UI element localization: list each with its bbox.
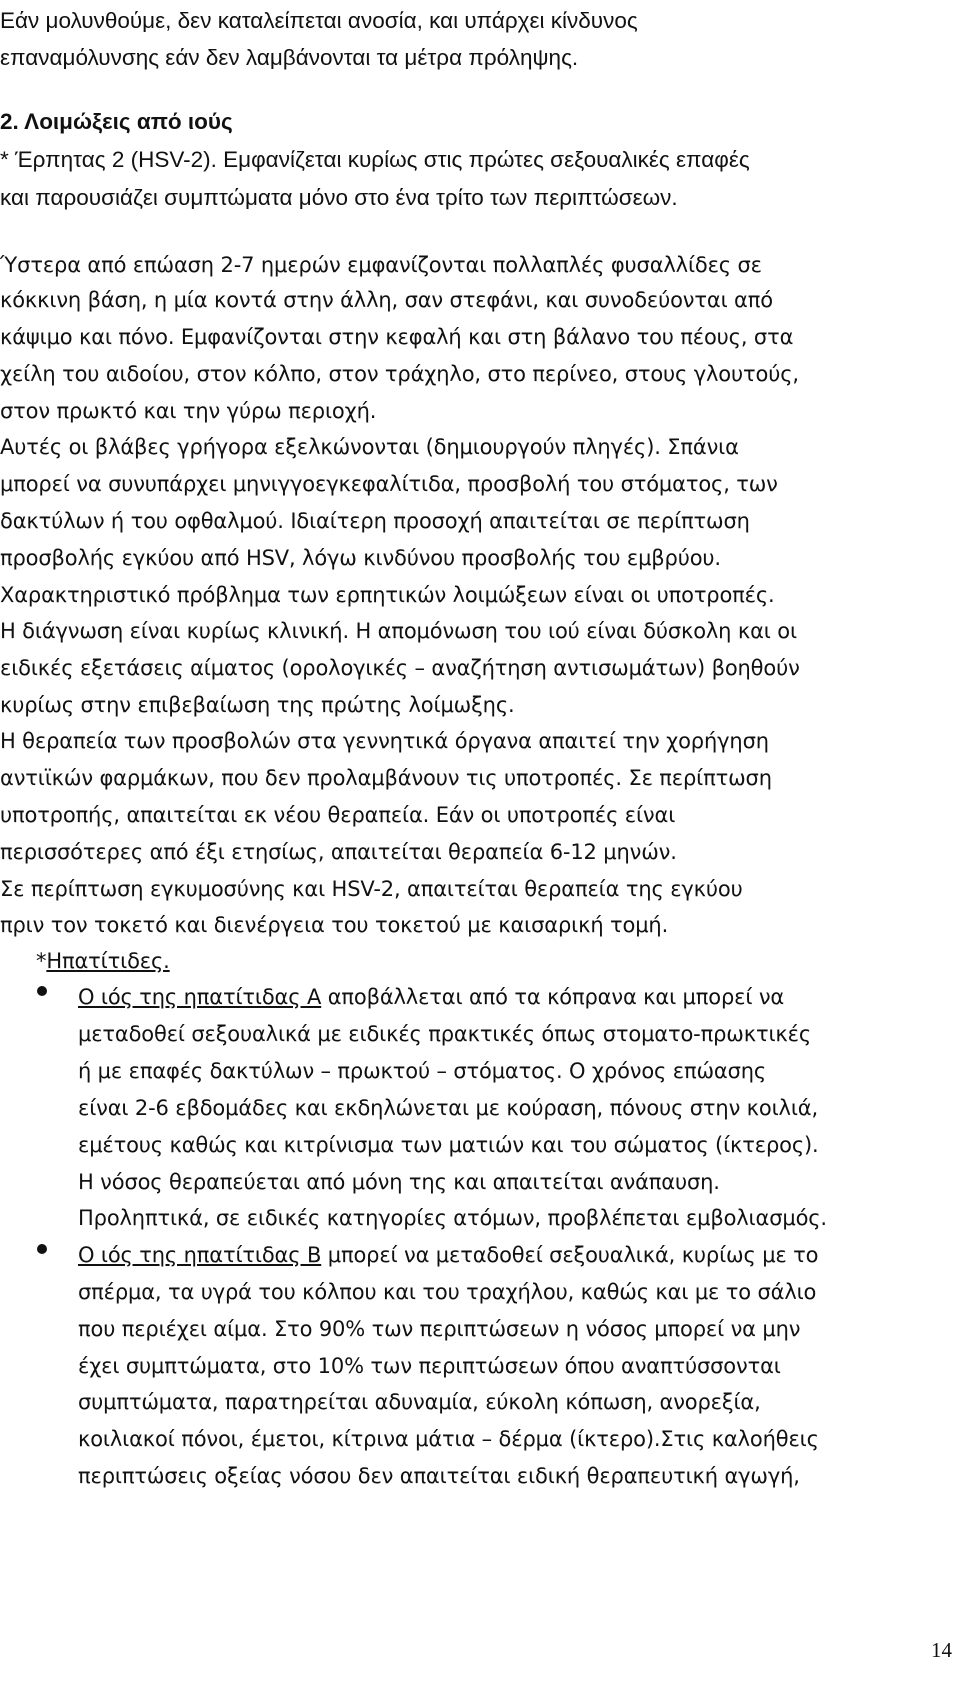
bullet-a-rest: αποβάλλεται από τα κόπρανα και μπορεί να [321,985,785,1009]
bullet-a-line: εμέτους καθώς και κιτρίνισμα των ματιών και του σώματος (ίκτερος). [78,1133,819,1157]
body-line: κόκκινη βάση, η μία κοντά στην άλλη, σαν στεφάνι, και συνοδεύονται από [0,288,773,312]
bullet-b-line: κοιλιακοί πόνοι, έμετοι, κίτρινα μάτια – δέρμα (ίκτερο).Στις καλοήθεις [78,1427,819,1451]
bullet-b-line: συμπτώματα, παρατηρείται αδυναμία, εύκολη κόπωση, ανορεξία, [78,1390,761,1414]
bullet-b-rest: μπορεί να μεταδοθεί σεξουαλικά, κυρίως με το [321,1243,819,1267]
body-line: περισσότερες από έξι ετησίως, απαιτείται θεραπεία 6-12 μηνών. [0,840,677,864]
body-line: ειδικές εξετάσεις αίματος (ορολογικές – αναζήτηση αντισωμάτων) βοηθούν [0,656,800,680]
intro-line: Εάν μολυνθούμε, δεν καταλείπεται ανοσία, και υπάρχει κίνδυνος [0,8,638,33]
page-number: 14 [931,1638,952,1662]
body-line: Η διάγνωση είναι κυρίως κλινική. Η απομόνωση του ιού είναι δύσκολη και οι [0,619,797,643]
bullet-b-title: Ο ιός της ηπατίτιδας Β [78,1243,322,1267]
body-line: κυρίως στην επιβεβαίωση της πρώτης λοίμωξης. [0,693,515,717]
herpes-line: και παρουσιάζει συμπτώματα μόνο στο ένα τρίτο των περιπτώσεων. [0,185,678,210]
bullet-a-line: Η νόσος θεραπεύεται από μόνη της και απαιτείται ανάπαυση. [78,1170,720,1194]
bullet-a-line: ή με επαφές δακτύλων – πρωκτού – στόματος. Ο χρόνος επώασης [78,1059,767,1083]
body-line: πριν τον τοκετό και διενέργεια του τοκετού με καισαρική τομή. [0,913,669,937]
body-line: Αυτές οι βλάβες γρήγορα εξελκώνονται (δημιουργούν πληγές). Σπάνια [0,435,739,459]
bullet-a-line: μεταδοθεί σεξουαλικά με ειδικές πρακτικές όπως στοματο-πρωκτικές [78,1022,811,1046]
bullet-a-line: Προληπτικά, σε ειδικές κατηγορίες ατόμων, προβλέπεται εμβολιασμός. [78,1206,827,1230]
bullet-b-line: που περιέχει αίμα. Στο 90% των περιπτώσεων η νόσος μπορεί να μην [78,1317,801,1341]
body-line: Σε περίπτωση εγκυμοσύνης και HSV-2, απαιτείται θεραπεία της εγκύου [0,877,743,901]
body-line: κάψιμο και πόνο. Εμφανίζονται στην κεφαλή και στη βάλανο του πέους, στα [0,325,794,349]
body-line: μπορεί να συνυπάρχει μηνιγγοεγκεφαλίτιδα, προσβολή του στόματος, των [0,472,778,496]
herpes-line: * Έρπητας 2 (HSV-2). Εμφανίζεται κυρίως στις πρώτες σεξουαλικές επαφές [0,147,750,172]
body-line: χείλη του αιδοίου, στον κόλπο, στον τράχηλο, στο περίνεο, στους γλουτούς, [0,362,799,386]
bullet-a-title: Ο ιός της ηπατίτιδας Α [78,985,322,1009]
intro-line: επαναμόλυνσης εάν δεν λαμβάνονται τα μέτρα πρόληψης. [0,45,579,70]
bullet-a-line: είναι 2-6 εβδομάδες και εκδηλώνεται με κούραση, πόνους στην κοιλιά, [78,1096,819,1120]
heading-text: Ηπατίτιδες. [46,949,170,973]
bullet-b-line: περιπτώσεις οξείας νόσου δεν απαιτείται ειδική θεραπευτική αγωγή, [78,1464,800,1488]
body-line: υποτροπής, απαιτείται εκ νέου θεραπεία. Εάν οι υποτροπές είναι [0,803,676,827]
bullet-b-line: έχει συμπτώματα, στο 10% των περιπτώσεων όπου αναπτύσσονται [78,1354,781,1378]
body-line: στον πρωκτό και την γύρω περιοχή. [0,399,377,423]
body-line: Η θεραπεία των προσβολών στα γεννητικά όργανα απαιτεί την χορήγηση [0,729,769,753]
body-line: προσβολής εγκύου από HSV, λόγω κινδύνου προσβολής του εμβρύου. [0,546,721,570]
bullet-b-line: σπέρμα, τα υγρά του κόλπου και του τραχήλου, καθώς και με το σάλιο [78,1280,817,1304]
bullet-dot-icon [37,986,47,996]
body-line: Ύστερα από επώαση 2-7 ημερών εμφανίζονται πολλαπλές φυσαλλίδες σε [0,253,762,277]
body-line: δακτύλων ή του οφθαλμού. Ιδιαίτερη προσοχή απαιτείται σε περίπτωση [0,509,750,533]
section-heading: 2. Λοιμώξεις από ιούς [0,109,233,134]
heading-prefix: * [36,949,47,973]
bullet-dot-icon [37,1244,47,1254]
body-line: αντιϊκών φαρμάκων, που δεν προλαμβάνουν τις υποτροπές. Σε περίπτωση [0,766,772,790]
body-line: Χαρακτηριστικό πρόβλημα των ερπητικών λοιμώξεων είναι οι υποτροπές. [0,583,775,607]
